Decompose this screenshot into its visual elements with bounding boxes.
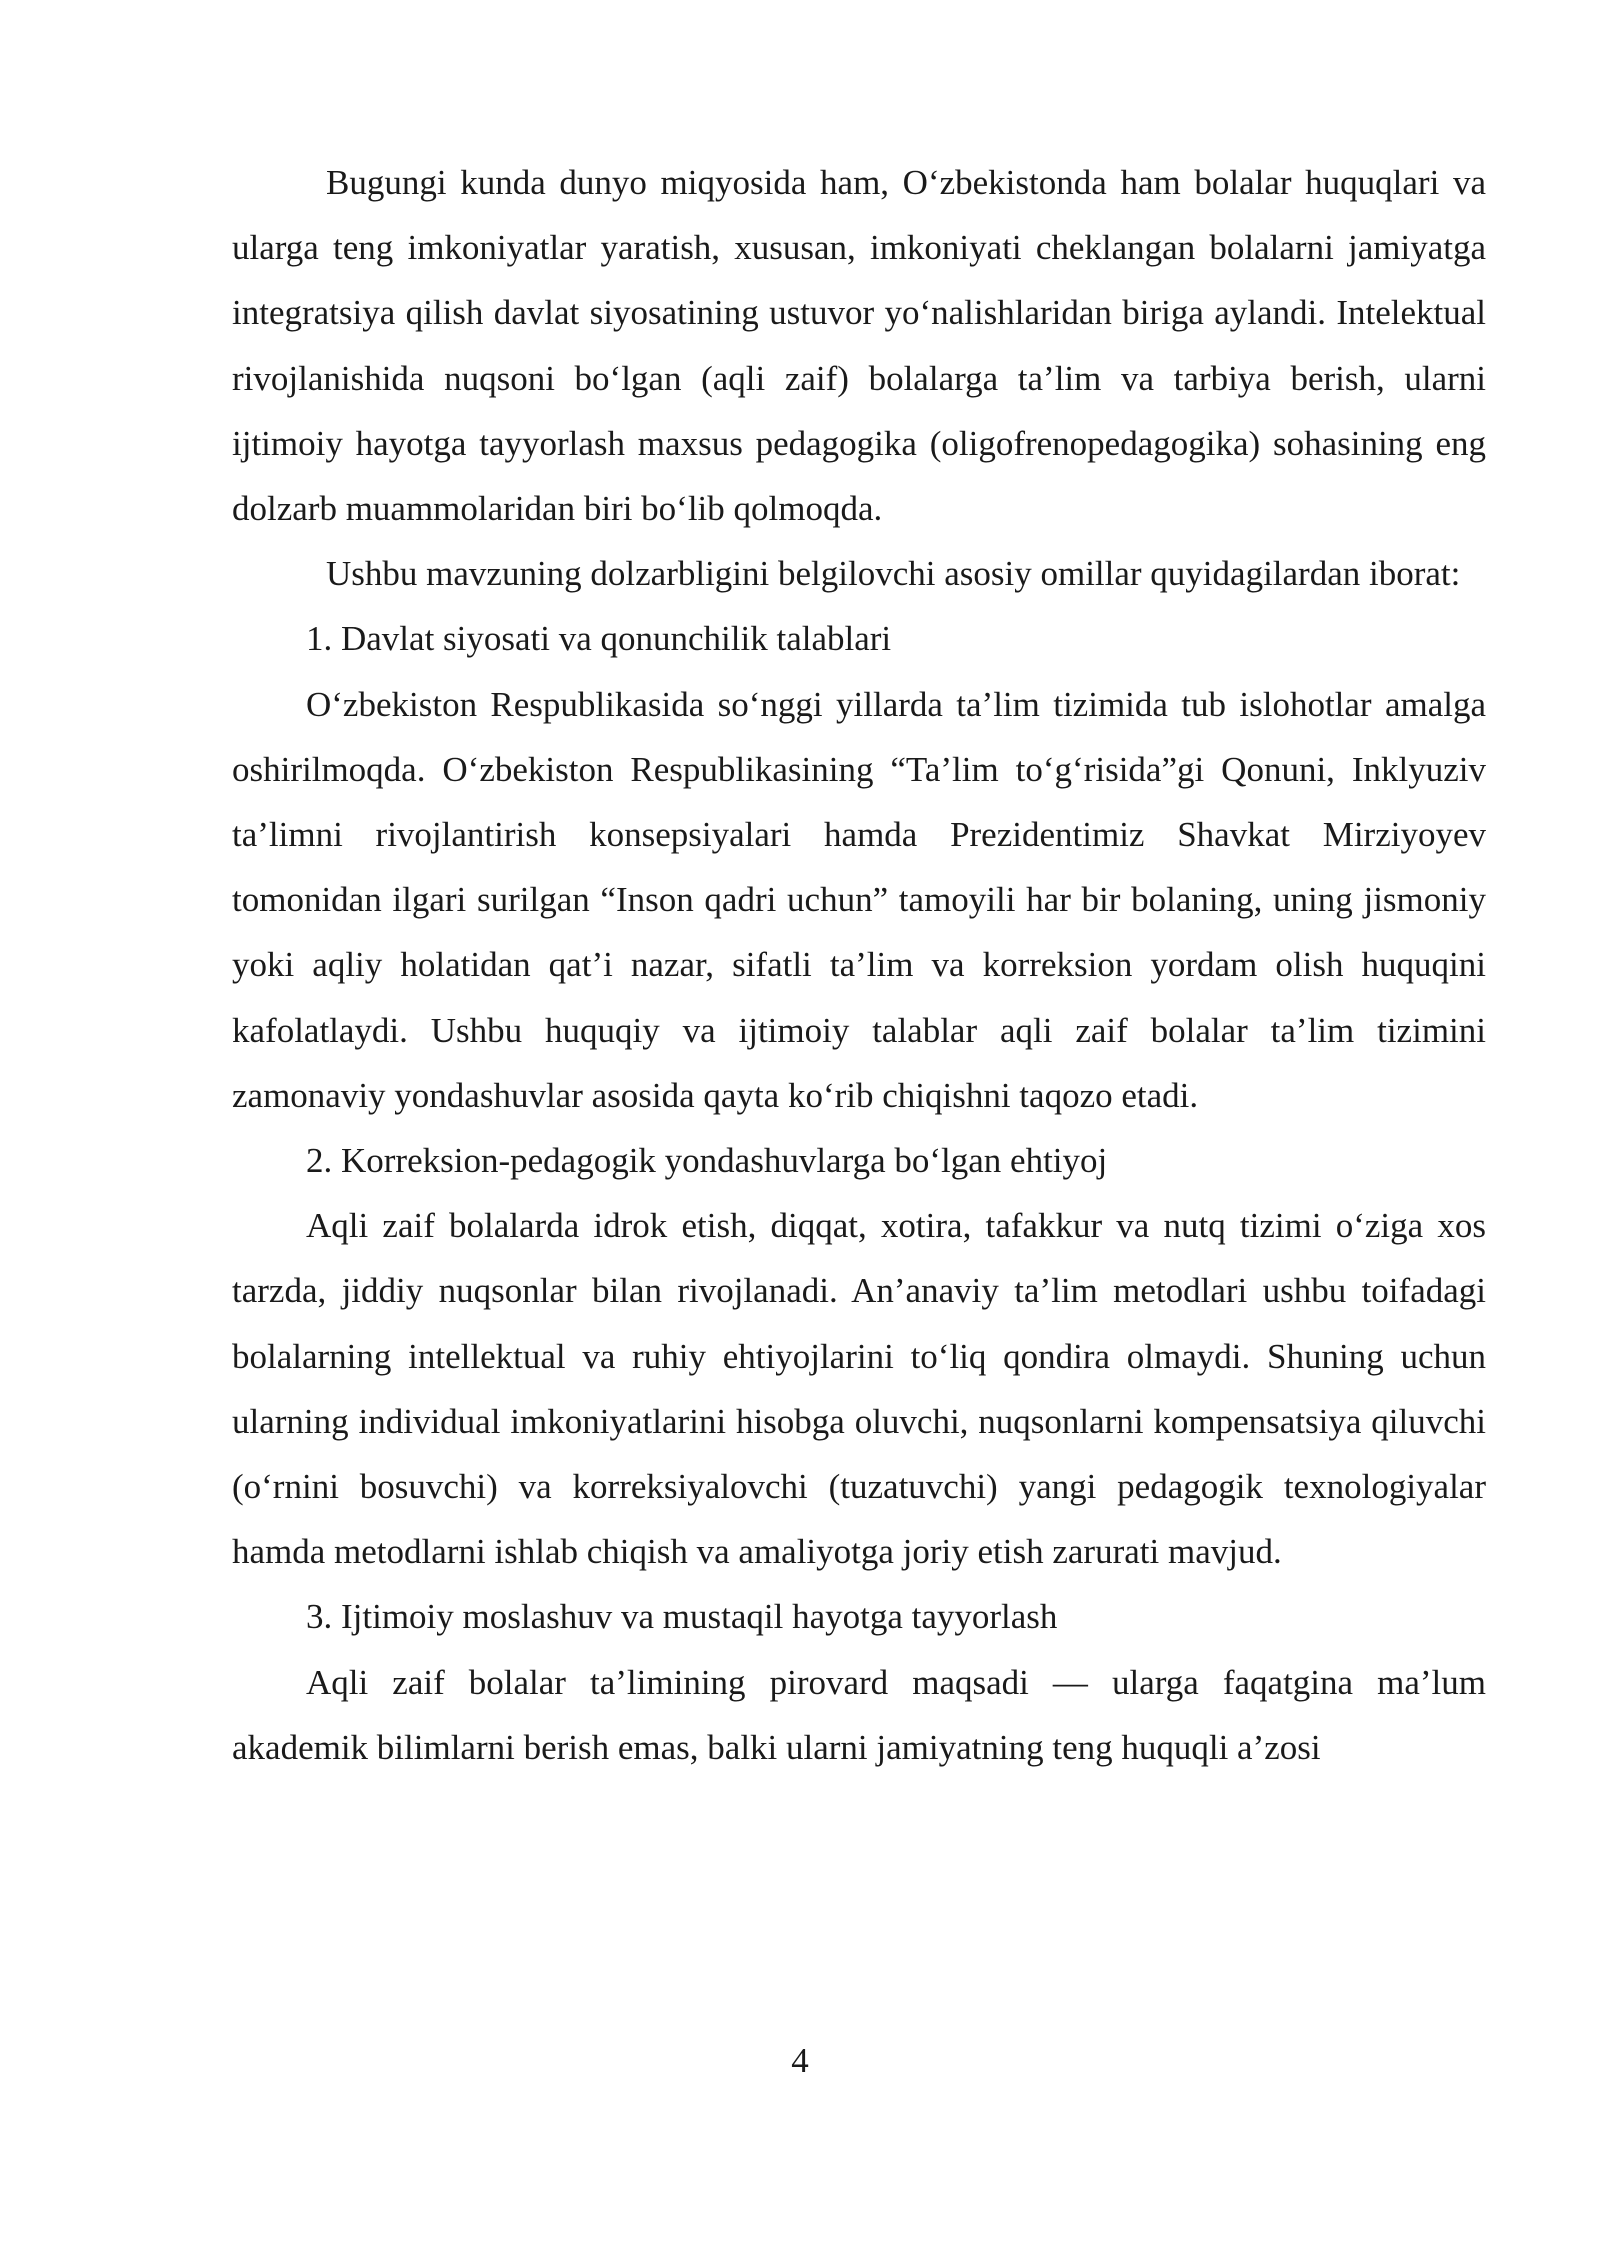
section-heading-3: 3. Ijtimoiy moslashuv va mustaqil hayotga tayyorlash <box>306 1597 1058 1637</box>
paragraph-correction-needs: Aqli zaif bolalarda idrok etish, diqqat, xotira, tafakkur va nutq tizimi o‘ziga xos tarzda, jiddiy nuqsonlar bilan rivojlanadi. An’anaviy ta’lim metodlari ushbu toifadagi bolalarning intellektual va ruhiy ehtiyojlarini to‘liq qondira olmaydi. Shuning uchun ularning individual imkoniyatlarini hisobga oluvchi, nuqsonlarni kompensatsiya qiluvchi (o‘rnini bosuvchi) va korreksiyalovchi (tuzatuvchi) yangi pedagogik texnologiyalar hamda metodlarni ishlab chiqish va amaliyotga joriy etish zarurati mavjud. <box>232 1206 1486 1572</box>
paragraph-factors-lead: Ushbu mavzuning dolzarbligini belgilovchi asosiy omillar quyidagilardan iborat: <box>326 554 1461 594</box>
paragraph-intro: Bugungi kunda dunyo miqyosida ham, O‘zbekistonda ham bolalar huquqlari va ularga teng imkoniyatlar yaratish, xususan, imkoniyati cheklangan bolalarni jamiyatga integratsiya qilish davlat siyosatining ustuvor yo‘nalishlaridan biriga aylandi. Intelektual rivojlanishida nuqsoni bo‘lgan (aqli zaif) bolalarga ta’lim va tarbiya berish, ularni ijtimoiy hayotga tayyorlash maxsus pedagogika (oligofrenopedagogika) sohasining eng dolzarb muammolaridan biri bo‘lib qolmoqda. <box>232 163 1486 529</box>
page-number: 4 <box>791 2041 809 2080</box>
body-text <box>232 150 1486 1780</box>
paragraph-social-adaptation: Aqli zaif bolalar ta’limining pirovard maqsadi — ularga faqatgina ma’lum akademik bilimlarni berish emas, balki ularni jamiyatning teng huquqli a’zosi <box>232 1662 1486 1767</box>
section-heading-1: 1. Davlat siyosati va qonunchilik talablari <box>306 619 892 659</box>
paragraph-state-policy: O‘zbekiston Respublikasida so‘nggi yillarda ta’lim tizimida tub islohotlar amalga oshirilmoqda. O‘zbekiston Respublikasining “Ta’lim to‘g‘risida”gi Qonuni, Inklyuziv ta’limni rivojlantirish konsepsiyalari hamda Prezidentimiz Shavkat Mirziyoyev tomonidan ilgari surilgan “Inson qadri uchun” tamoyili har bir bolaning, uning jismoniy yoki aqliy holatidan qat’i nazar, sifatli ta’lim va korreksion yordam olish huquqini kafolatlaydi. Ushbu huquqiy va ijtimoiy talablar aqli zaif bolalar ta’lim tizimini zamonaviy yondashuvlar asosida qayta ko‘rib chiqishni taqozo etadi. <box>232 684 1486 1115</box>
section-heading-2: 2. Korreksion-pedagogik yondashuvlarga bo‘lgan ehtiyoj <box>306 1141 1108 1181</box>
